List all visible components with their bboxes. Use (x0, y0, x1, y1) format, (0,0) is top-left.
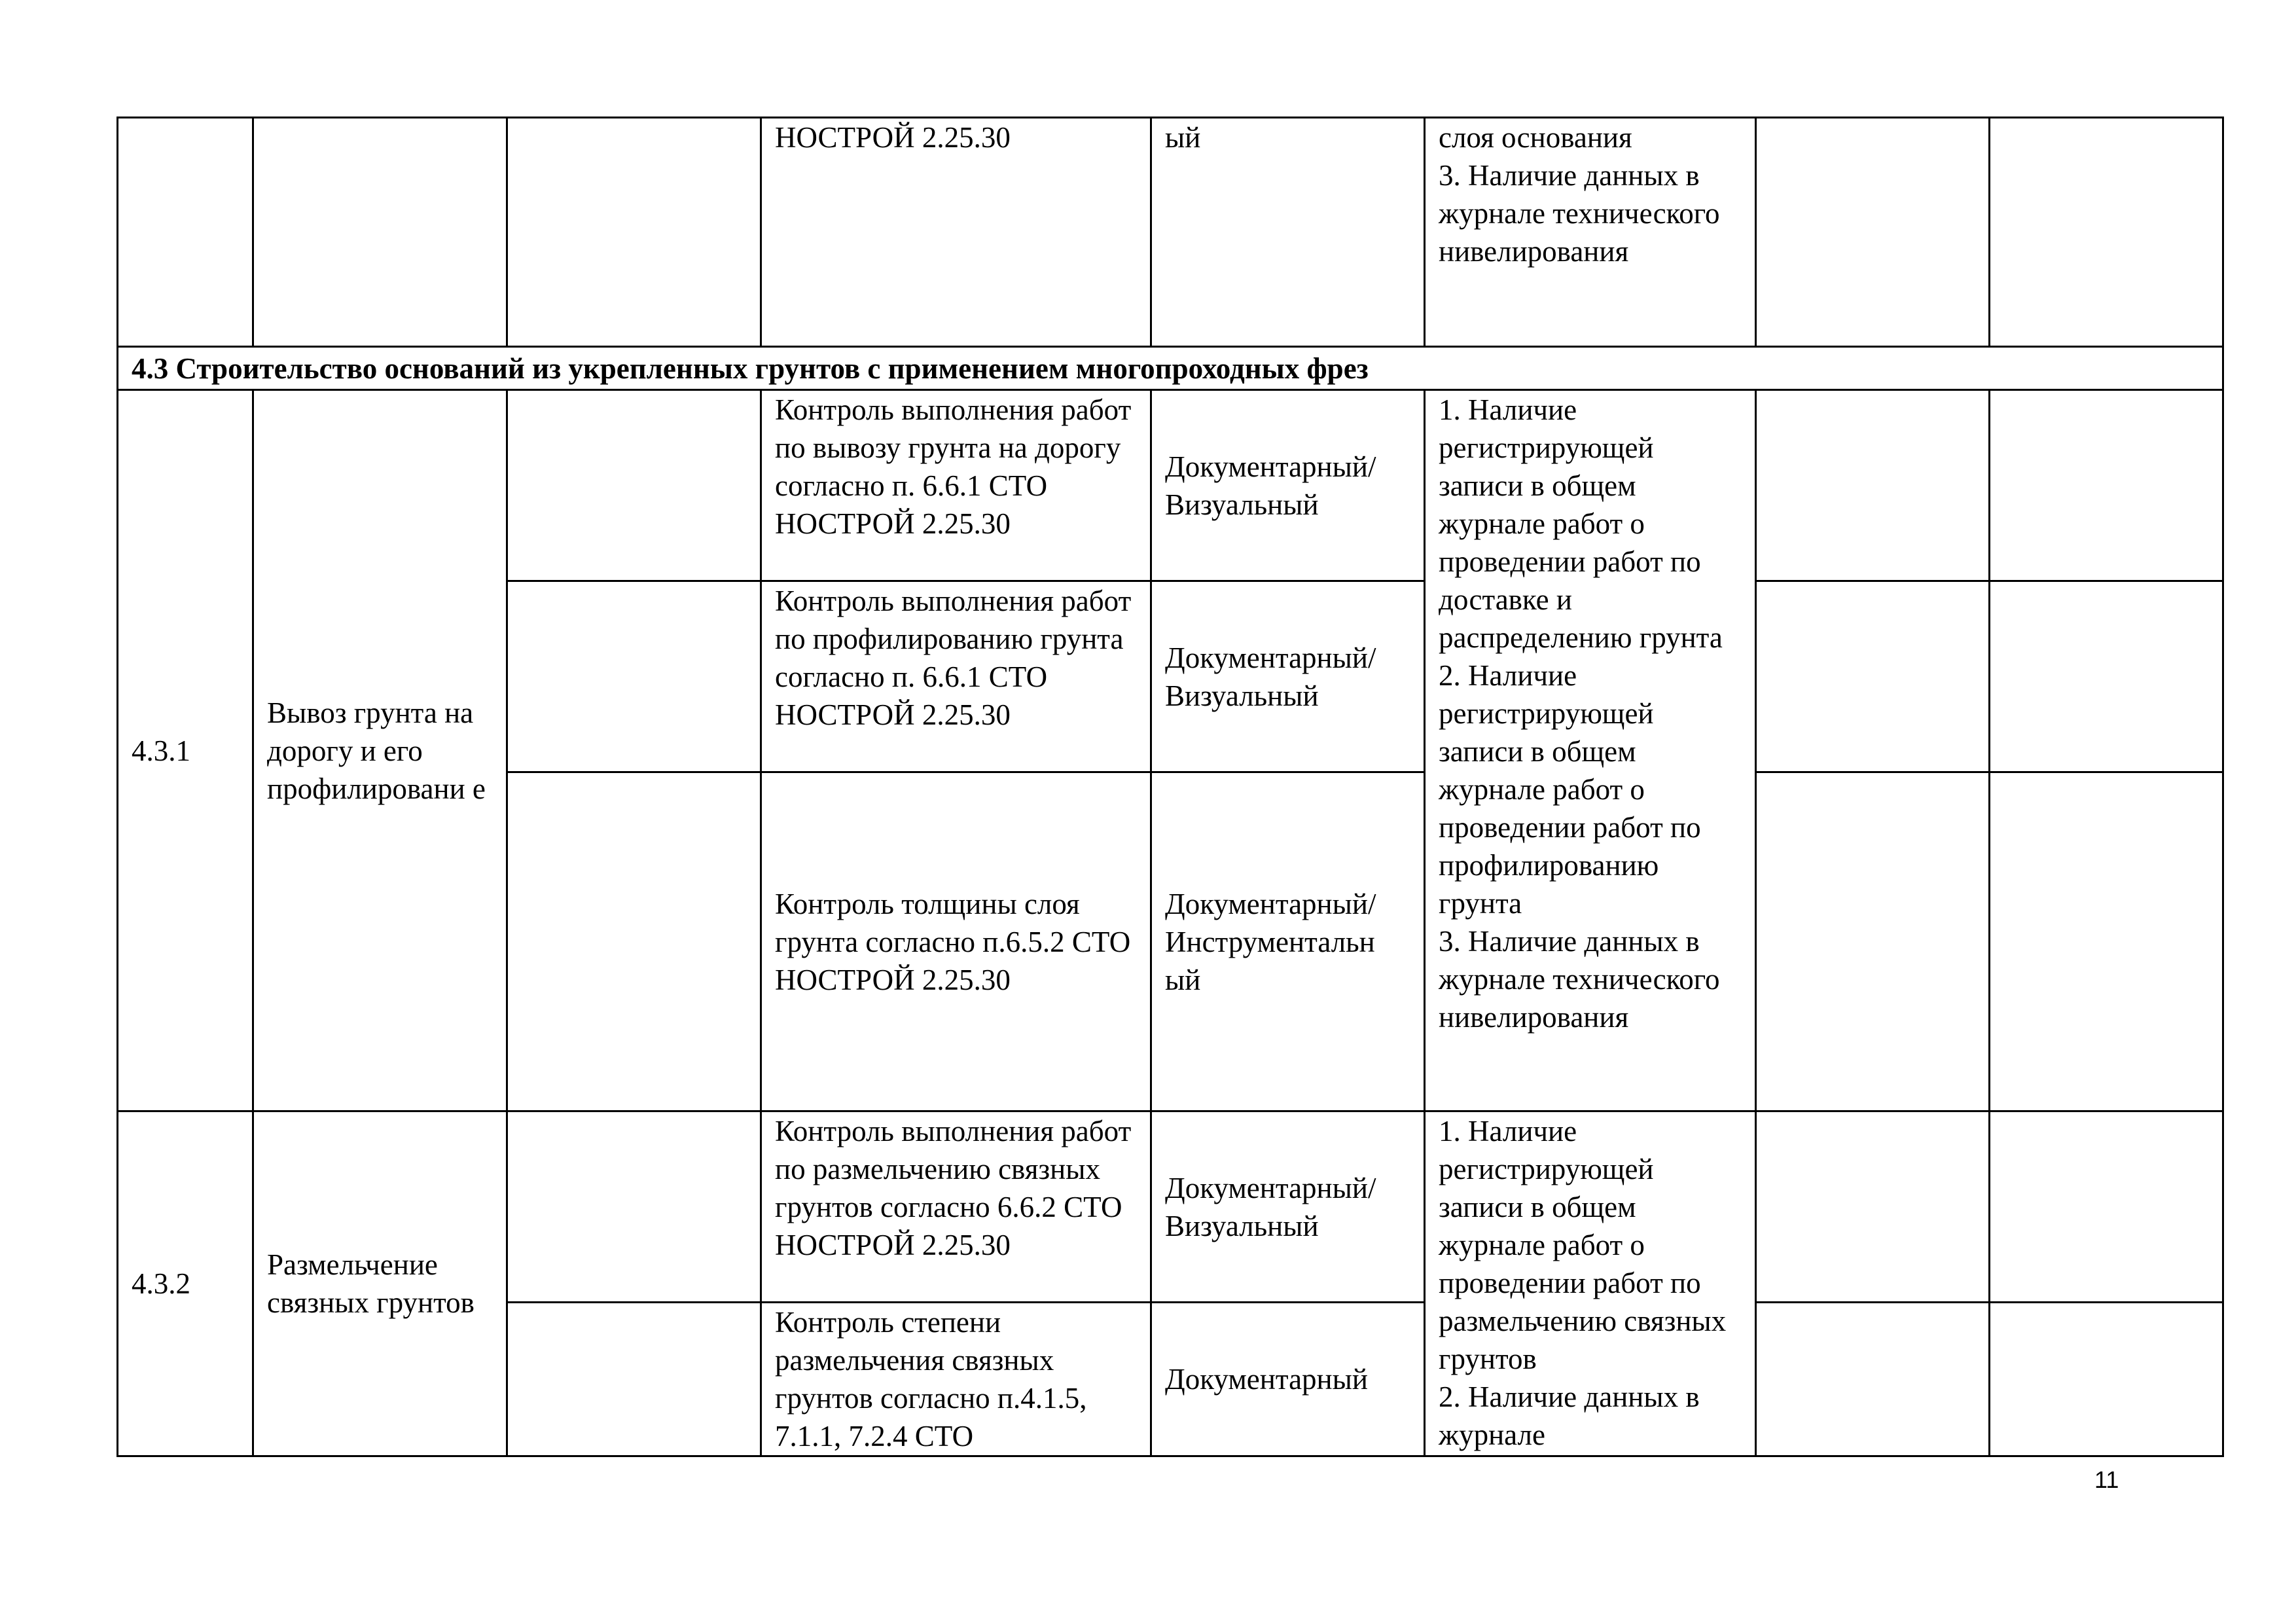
item-name: Вывоз грунта на дорогу и его профилировани е (253, 390, 507, 1111)
item-number: 4.3.1 (118, 390, 253, 1111)
item-name: Размельчение связных грунтов (253, 1111, 507, 1456)
cell-method: Документарный/ Визуальный (1151, 581, 1425, 772)
cell-empty (507, 772, 761, 1111)
cell-control: Контроль выполнения работ по размельчению связных грунтов согласно 6.6.2 СТО НОСТРОЙ 2.25.30 (761, 1111, 1151, 1303)
cell-requirements (1425, 390, 1756, 1111)
cell-method: Документарный/ Визуальный (1151, 390, 1425, 581)
cell-control: Контроль толщины слоя грунта согласно п.6.5.2 СТО НОСТРОЙ 2.25.30 (761, 772, 1151, 1111)
cell-control: НОСТРОЙ 2.25.30 (761, 118, 1151, 347)
page-number: 11 (2094, 1466, 2119, 1493)
cell-empty (1756, 1111, 1990, 1303)
cell-empty (1756, 390, 1990, 581)
cell-empty (118, 118, 253, 347)
cell-empty (1756, 581, 1990, 772)
section-header-row (118, 347, 2223, 390)
cell-empty (1990, 1303, 2223, 1456)
requirements-text: 1. Наличие регистрирующей записи в общем журнале работ о проведении работ по размельчению связных грунтов 2. Наличие данных в журнале (1439, 1115, 1727, 1451)
requirements-text: слоя основания 3. Наличие данных в журнале технического нивелирования (1439, 121, 1720, 268)
cell-empty (1990, 1111, 2223, 1303)
requirements-text: 1. Наличие регистрирующей записи в общем журнале работ о проведении работ по доставке и распределению грунта 2. Наличие регистрирующей записи в общем журнале работ о проведении работ по профилированию грунта 3. Наличие данных в журнале технического нивелирования (1439, 393, 1723, 1034)
cell-requirements (1425, 118, 1756, 347)
cell-method: Документарный/ Визуальный (1151, 1111, 1425, 1303)
inspection-table (117, 117, 2224, 1457)
cell-control: Контроль выполнения работ по профилированию грунта согласно п. 6.6.1 СТО НОСТРОЙ 2.25.30 (761, 581, 1151, 772)
section-title: 4.3 Строительство оснований из укрепленных грунтов с применением многопроходных фрез (118, 347, 2223, 390)
cell-empty (1756, 118, 1990, 347)
table-row (118, 390, 2223, 581)
cell-empty (1990, 118, 2223, 347)
cell-requirements (1425, 1111, 1756, 1456)
cell-empty (1990, 581, 2223, 772)
cell-control: Контроль выполнения работ по вывозу грунта на дорогу согласно п. 6.6.1 СТО НОСТРОЙ 2.25.30 (761, 390, 1151, 581)
cell-method: Документарный/ Инструментальн ый (1151, 772, 1425, 1111)
table-row-continuation (118, 118, 2223, 347)
cell-empty (507, 581, 761, 772)
cell-empty (1990, 772, 2223, 1111)
cell-empty (507, 390, 761, 581)
cell-empty (507, 1111, 761, 1303)
table-row (118, 1111, 2223, 1303)
item-number: 4.3.2 (118, 1111, 253, 1456)
cell-method: ый (1151, 118, 1425, 347)
cell-empty (507, 118, 761, 347)
cell-control: Контроль степени размельчения связных грунтов согласно п.4.1.5, 7.1.1, 7.2.4 СТО (761, 1303, 1151, 1456)
cell-empty (1756, 1303, 1990, 1456)
cell-empty (507, 1303, 761, 1456)
cell-empty (1756, 772, 1990, 1111)
cell-empty (1990, 390, 2223, 581)
cell-empty (253, 118, 507, 347)
cell-method: Документарный (1151, 1303, 1425, 1456)
